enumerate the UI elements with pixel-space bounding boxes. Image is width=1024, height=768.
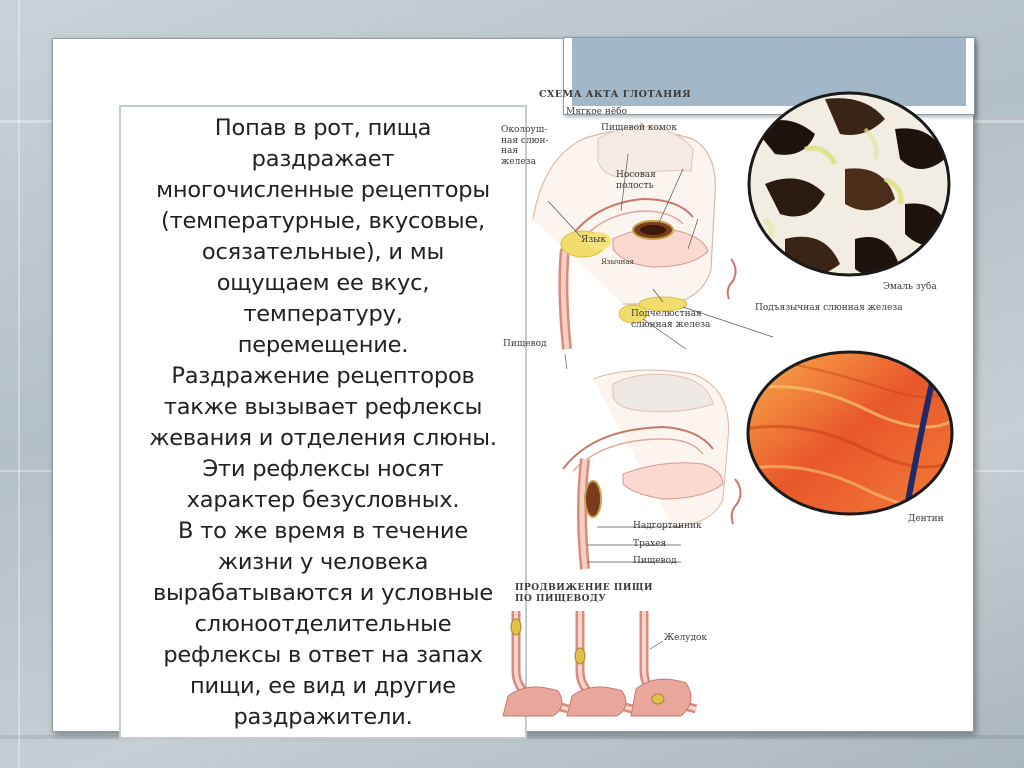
label-food-bolus: Пищевой комок: [601, 123, 677, 133]
text-line: многочисленные рецепторы: [156, 177, 490, 203]
label-epiglottis: Надгортанник: [633, 521, 702, 531]
text-line: жизни у человека: [217, 549, 429, 575]
label-submandibular-gland: [631, 309, 710, 330]
label-nasal-cavity: [616, 170, 656, 191]
text-line: ощущаем ее вкус,: [216, 270, 430, 296]
title-line: ПО ПИЩЕВОДУ: [515, 594, 607, 604]
label-esophagus-mid: Пищевод: [633, 556, 677, 566]
enamel-micrograph: [745, 89, 953, 279]
label-sublingual-gland: Подъязычная слюнная железа: [755, 303, 903, 313]
background-stripe: [18, 0, 20, 768]
text-line: рефлексы в ответ на запах: [163, 642, 483, 668]
text-line: жевания и отделения слюны.: [149, 425, 497, 451]
label-enamel: Эмаль зуба: [883, 282, 937, 292]
label-esophagus-top: Пищевод: [503, 339, 547, 349]
text-line: В то же время в течение: [178, 518, 468, 544]
label-tongue: Язык: [581, 235, 606, 245]
text-line: слюноотделительные: [194, 611, 452, 637]
body-text: [131, 113, 515, 733]
dentin-micrograph: [745, 349, 955, 517]
swallowing-diagram-title: СХЕМА АКТА ГЛОТАНИЯ: [539, 89, 692, 100]
label-line: ная слюн-: [501, 135, 549, 146]
swallowing-stage-illustration: [523, 359, 763, 569]
label-line: слюнная железа: [631, 319, 711, 330]
text-line: вырабатываются и условные: [153, 580, 493, 606]
label-line: полость: [616, 180, 654, 191]
label-line: железа: [501, 156, 536, 167]
text-line: раздражители.: [233, 704, 413, 730]
text-line: температуру,: [243, 301, 403, 327]
text-line: (температурные, вкусовые,: [161, 208, 485, 234]
label-line: ная: [501, 146, 519, 156]
label-soft-palate: Мягкое нёбо: [566, 107, 628, 117]
label-line: Носовая: [616, 170, 656, 180]
text-line: осязательные), и мы: [201, 239, 445, 265]
text-line: раздражает: [251, 146, 395, 172]
label-stomach: Желудок: [664, 633, 708, 643]
text-line: Эти рефлексы носят: [202, 456, 444, 482]
text-line: пищи, ее вид и другие: [190, 673, 456, 699]
label-dentin: Дентин: [908, 514, 944, 524]
text-box: [119, 105, 527, 739]
text-line: характер безусловных.: [186, 487, 460, 513]
text-line: также вызывает рефлексы: [163, 394, 483, 420]
text-line: перемещение.: [237, 332, 409, 358]
text-line: Попав в рот, пища: [214, 115, 432, 141]
slide-panel: [52, 38, 974, 732]
label-sublingual-small: Язычная: [601, 258, 634, 266]
label-line: Околоуш-: [501, 125, 548, 135]
label-parotid-gland: [501, 125, 549, 167]
esophagus-peristalsis-illustration: [498, 611, 718, 716]
text-line: Раздражение рецепторов: [171, 363, 475, 389]
label-trachea: Трахея: [633, 539, 667, 549]
title-line: ПРОДВИЖЕНИЕ ПИЩИ: [515, 583, 654, 593]
label-line: Подчелюстная: [631, 309, 702, 319]
movement-diagram-title: [515, 583, 653, 605]
